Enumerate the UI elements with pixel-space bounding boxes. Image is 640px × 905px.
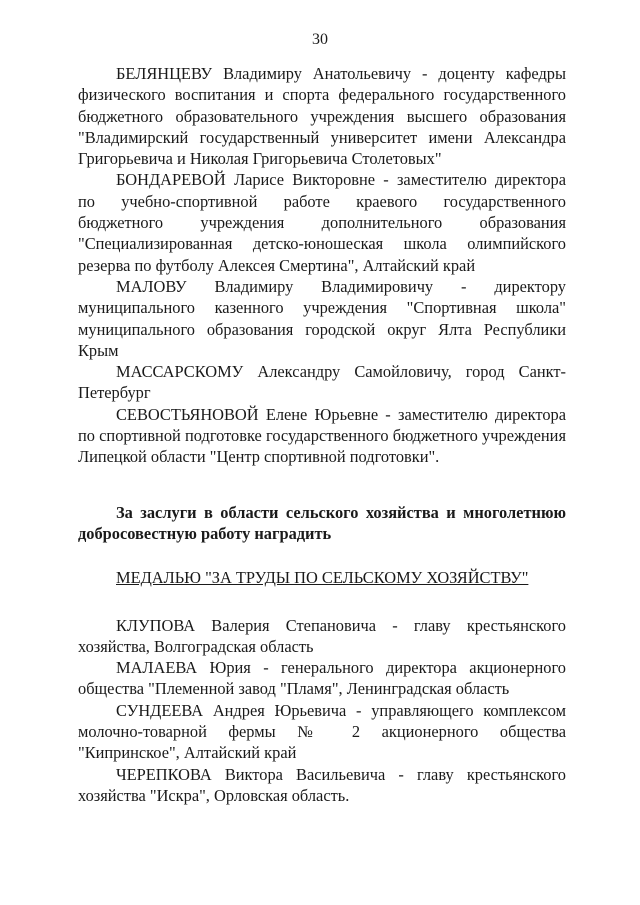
- award-entry: МАССАРСКОМУ Александру Самойловичу, город Санкт-Петербург: [78, 362, 566, 403]
- award-heading: За заслуги в области сельского хозяйства и многолетнюю добросовестную работу наградить: [78, 502, 566, 543]
- award-entry: МАЛОВУ Владимиру Владимировичу - директору муниципального казенного учреждения "Спортивная школа" муниципального образования городской округ Ялта Республики Крым: [78, 276, 566, 360]
- page-number: 30: [312, 31, 328, 48]
- award-entry: СЕВОСТЬЯНОВОЙ Елене Юрьевне - заместителю директора по спортивной подготовке государственного бюджетного учреждения Липецкой области "Центр спортивной подготовки".: [78, 404, 566, 467]
- document-body: [78, 63, 566, 806]
- award-entry: СУНДЕЕВА Андрея Юрьевича - управляющего комплексом молочно-товарной фермы № 2 акционерного общества "Кипринское", Алтайский край: [78, 700, 566, 763]
- award-entry: ЧЕРЕПКОВА Виктора Васильевича - главу крестьянского хозяйства "Искра", Орловская область.: [78, 764, 566, 805]
- medal-title: МЕДАЛЬЮ "ЗА ТРУДЫ ПО СЕЛЬСКОМУ ХОЗЯЙСТВУ": [116, 568, 529, 588]
- award-entry: КЛУПОВА Валерия Степановича - главу крестьянского хозяйства, Волгоградская область: [78, 615, 566, 656]
- award-entry: БОНДАРЕВОЙ Ларисе Викторовне - заместителю директора по учебно-спортивной работе краевого государственного бюджетного учреждения дополнительного образования "Специализированная детско-юношеская школа олимпийского резерва по футболу Алексея Смертина", Алтайский край: [78, 170, 566, 275]
- award-entry: МАЛАЕВА Юрия - генерального директора акционерного общества "Племенной завод "Пламя", Ленинградская область: [78, 658, 566, 699]
- award-entry: БЕЛЯНЦЕВУ Владимиру Анатольевичу - доценту кафедры физического воспитания и спорта федерального государственного бюджетного образовательного учреждения высшего образования "Владимирский государственный университет имени Александра Григорьевича и Николая Григорьевича Столетовых": [78, 64, 566, 169]
